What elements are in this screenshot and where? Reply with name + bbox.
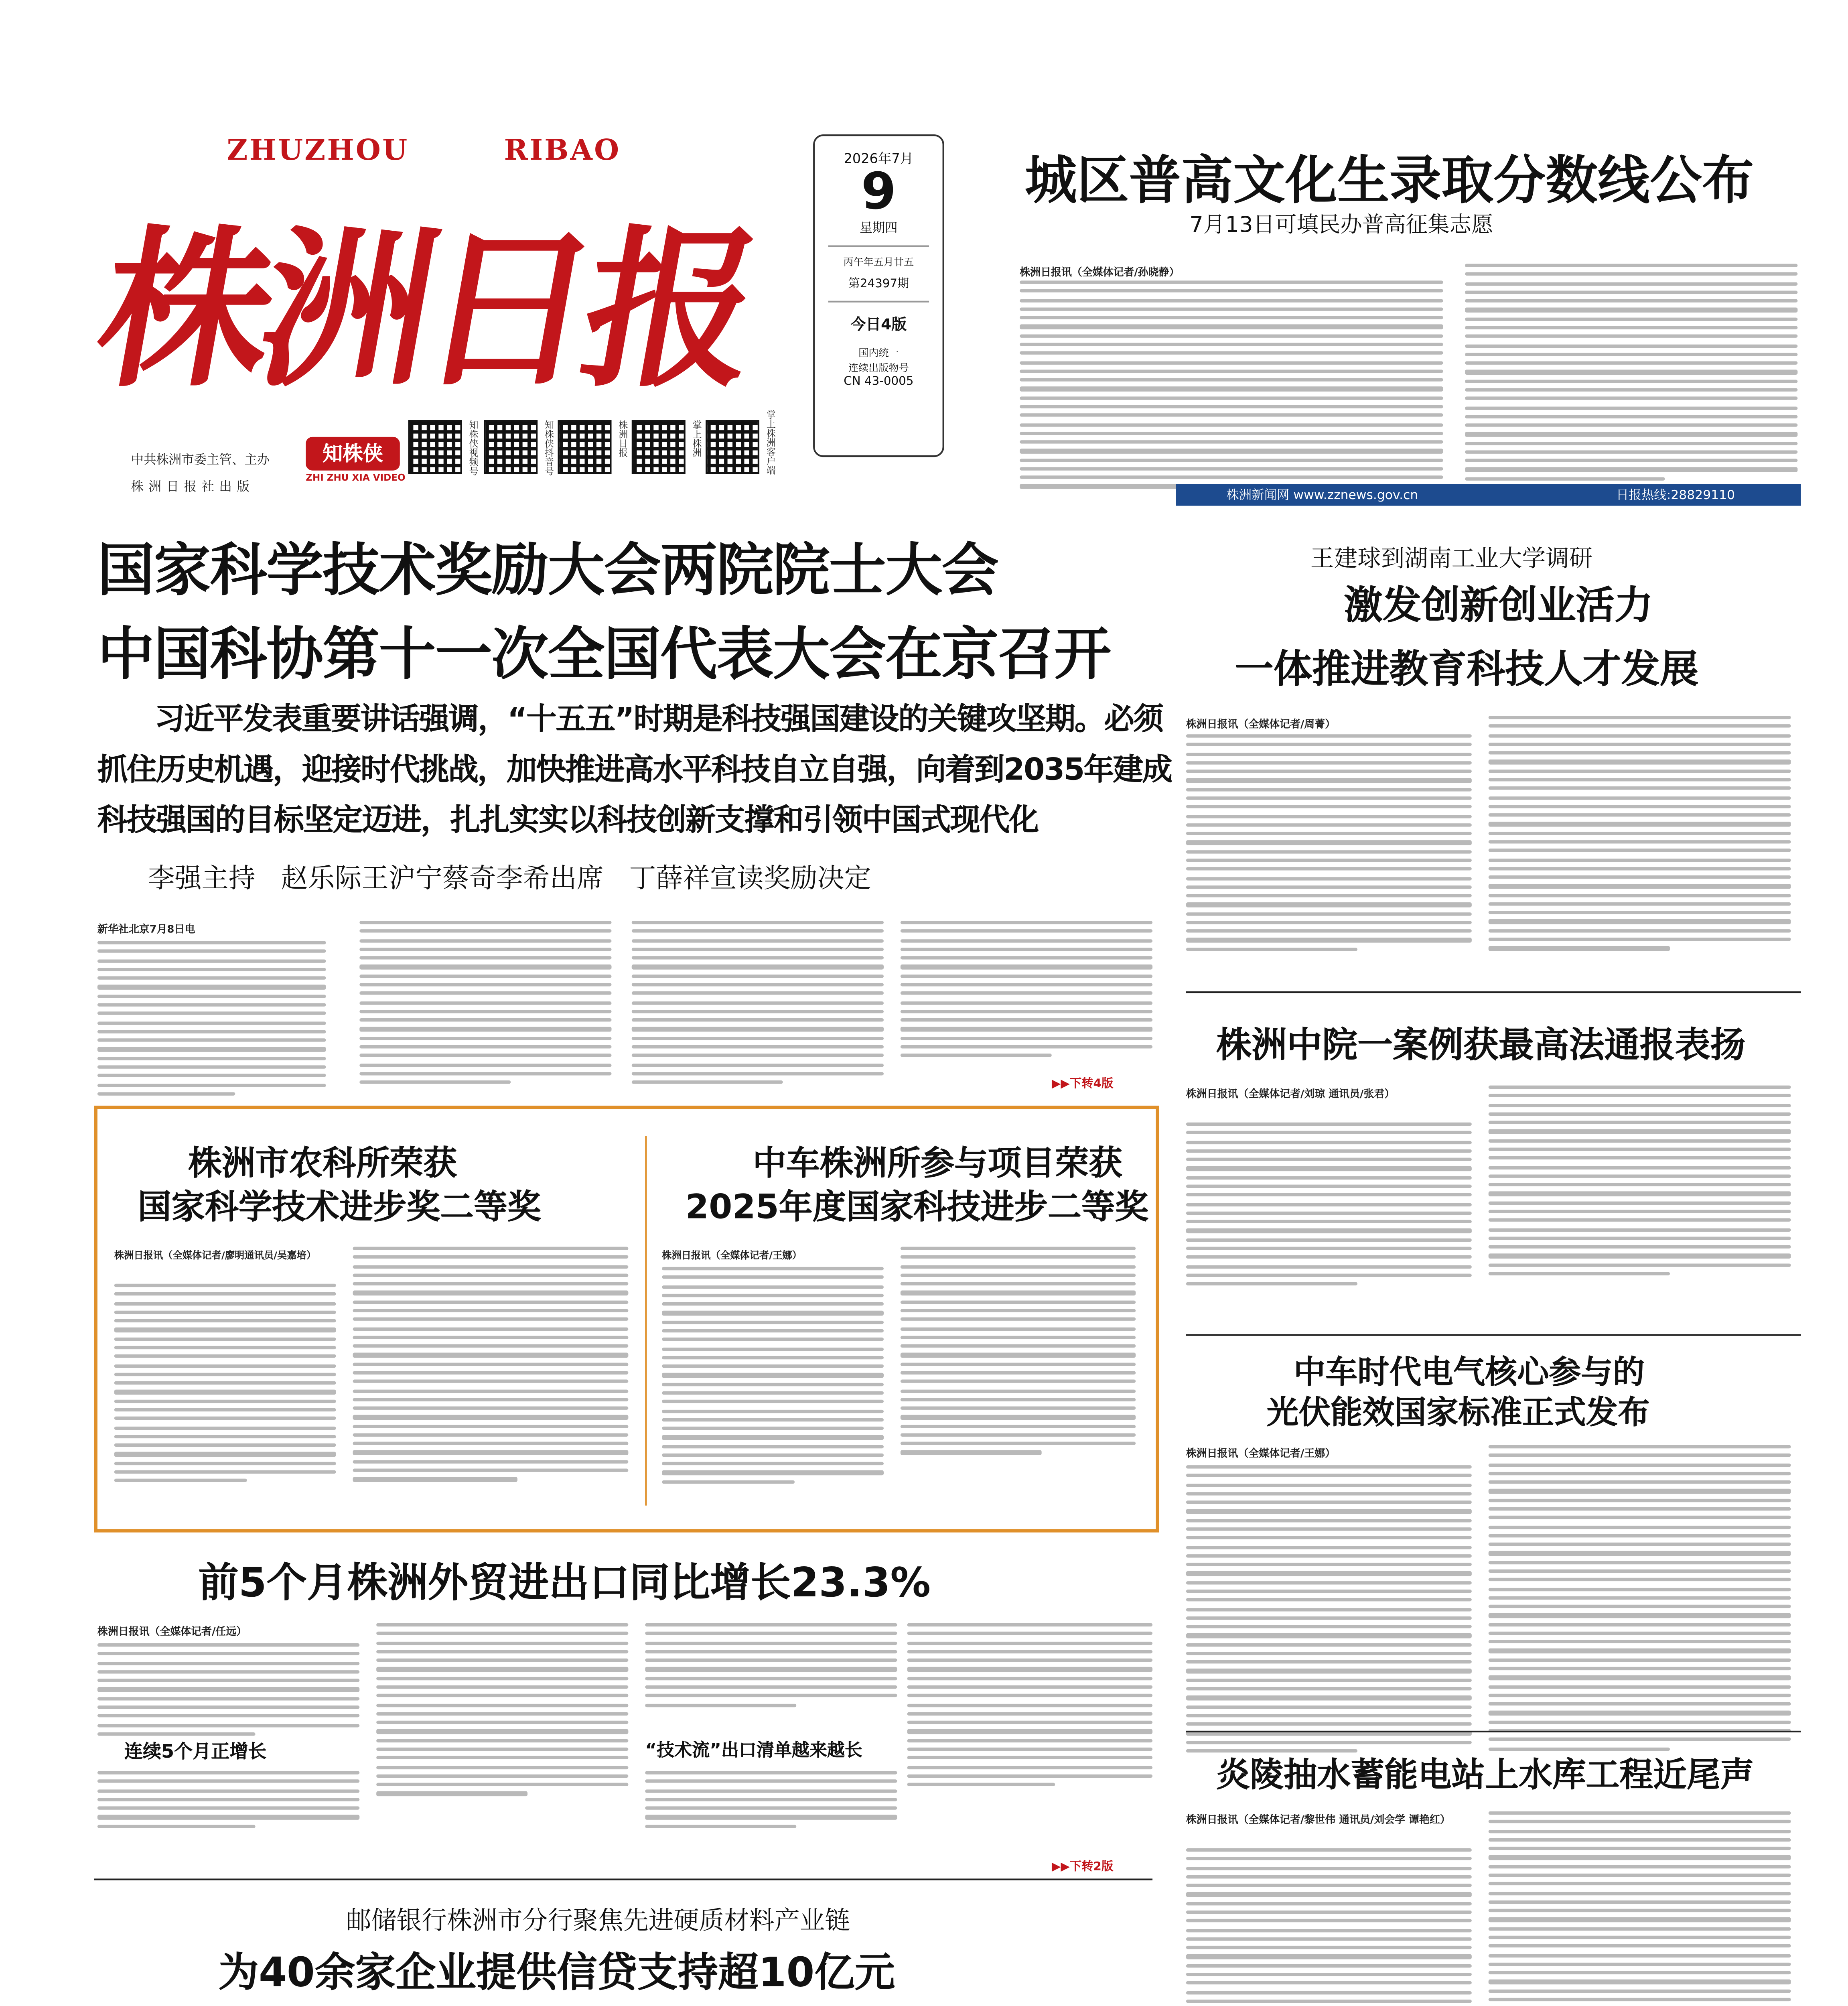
trade-col2 [376,1623,628,1801]
qr-code-4[interactable] [632,420,686,474]
qr-label-4: 掌上株洲 [690,420,701,457]
rc-divider [1186,991,1801,993]
top-story-col1 [1020,280,1443,493]
box-left-headline-2: 国家科学技术进步奖二等奖 [138,1186,541,1227]
trade-byline: 株洲日报讯（全媒体记者/任远） [97,1626,247,1639]
lead-col4 [901,921,1152,1063]
box-right-col2 [901,1247,1136,1460]
masthead-pinyin-right: RIBAO [504,134,621,168]
lead-deck-2: 抓住历史机遇，迎接时代挑战，加快推进高水平科技自立自强，向着到2035年建成 [97,753,1172,788]
trade-col3b [645,1771,897,1833]
lead-headline-2: 中国科协第十一次全国代表大会在京召开 [97,621,1111,689]
crrc-col1 [1186,1465,1472,1758]
box-right-col1 [662,1267,884,1489]
court-col1 [1186,1123,1472,1291]
rc-col2 [1489,716,1791,955]
box-divider [645,1136,647,1505]
qr-code-3[interactable] [558,420,611,474]
date-lunar: 丙午年五月廿五 [843,257,914,269]
crrc-divider [1186,1731,1801,1732]
date-block [813,134,944,457]
rc-col1 [1186,734,1472,956]
box-left-col1 [114,1284,336,1488]
zhixia-sub: ZHI ZHU XIA VIDEO [306,474,406,484]
box-right-headline-1: 中车株洲所参与项目荣获 [753,1142,1122,1183]
hydro-headline: 炎陵抽水蓄能电站上水库工程近尾声 [1216,1754,1754,1795]
date-cn-line1: 国内统一 [858,347,899,360]
top-story-byline: 株洲日报讯（全媒体记者/孙晓静） [1020,267,1180,279]
lead-deck-1: 习近平发表重要讲话强调，“十五五”时期是科技强国建设的关键攻坚期。必须 [154,702,1163,738]
lead-col2 [359,921,611,1089]
masthead-org-line2: 株洲日报社出版 [131,479,255,494]
date-issue: 第24397期 [848,277,909,291]
rc-headline-1: 激发创新创业活力 [1344,585,1653,629]
top-story-headline: 城区普高文化生录取分数线公布 [1024,151,1754,212]
box-left-col2 [353,1247,629,1486]
zhixia-logo [306,437,400,471]
court-divider [1186,1334,1801,1336]
qr-label-5: 掌上株洲客户端 [764,410,775,475]
crrc-byline: 株洲日报讯（全媒体记者/王娜） [1186,1448,1336,1460]
lead-jump[interactable]: ▶▶下转4版 [1051,1077,1114,1091]
court-byline: 株洲日报讯（全媒体记者/刘琼 通讯员/张君） [1186,1088,1395,1101]
qr-label-1: 知株侠视频号 [467,420,477,476]
lead-col3 [632,921,884,1089]
masthead-title: 株洲日报 [84,210,765,412]
box-left-headline-1: 株洲市农科所荣获 [188,1142,457,1183]
box-left-byline: 株洲日报讯（全媒体记者/廖明通讯员/吴嘉培） [114,1252,316,1262]
court-col2 [1489,1086,1791,1281]
rc-headline-2: 一体推进教育科技人才发展 [1235,648,1699,692]
qr-code-5[interactable] [706,420,759,474]
lead-headline-1: 国家科学技术奖励大会两院院士大会 [97,538,998,605]
trade-subhead-1: 连续5个月正增长 [124,1740,267,1763]
trade-col4 [907,1623,1152,1792]
trade-col3 [645,1623,897,1712]
hydro-col1 [1186,1848,1472,2006]
box-right-headline-2: 2025年度国家科技进步二等奖 [685,1186,1149,1227]
trade-divider [94,1878,1153,1880]
crrc-col2 [1489,1445,1791,1756]
date-cn-line2: 连续出版物号 [848,363,909,375]
crrc-headline-2: 光伏能效国家标准正式发布 [1266,1395,1650,1432]
qr-code-2[interactable] [484,420,538,474]
hydro-byline: 株洲日报讯（全媒体记者/黎世伟 通讯员/刘会学 谭艳红） [1186,1815,1450,1827]
masthead-pinyin-left: ZHUZHOU [227,134,409,168]
box-right-byline: 株洲日报讯（全媒体记者/王娜） [662,1252,802,1262]
crrc-headline-1: 中车时代电气核心参与的 [1293,1354,1645,1391]
zhixia-logo-text: 知株侠 [323,442,383,466]
top-story-subhead: 7月13日可填民办普高征集志愿 [1189,213,1493,239]
qr-code-1[interactable] [408,420,462,474]
rc-byline: 株洲日报讯（全媒体记者/周菁） [1186,719,1336,731]
date-cn-number: CN 43-0005 [844,374,914,388]
date-pages: 今日4版 [850,317,907,335]
bank-headline: 为40余家企业提供信贷支持超10亿元 [218,1949,895,1996]
date-year-month: 2026年7月 [844,151,914,166]
hydro-col2 [1489,1811,1791,2006]
lead-attendees: 李强主持 赵乐际王沪宁蔡奇李希出席 丁薛祥宣读奖励决定 [148,862,871,894]
date-weekday: 星期四 [860,220,898,236]
masthead [67,37,807,494]
date-day: 9 [861,163,897,222]
trade-subhead-2: “技术流”出口清单越来越长 [645,1740,862,1761]
masthead-org-line1: 中共株洲市委主管、主办 [131,452,270,467]
court-headline: 株洲中院一案例获最高法通报表扬 [1216,1025,1746,1066]
hotline: 日报热线:28829110 [1616,487,1735,503]
top-story-col2 [1465,264,1797,486]
trade-col1b [97,1771,359,1833]
qr-label-2: 知株侠抖音号 [542,420,553,476]
trade-jump[interactable]: ▶▶下转2版 [1051,1860,1114,1874]
trade-col1 [97,1643,359,1741]
lead-deck-3: 科技强国的目标坚定迈进，扎扎实实以科技创新支撑和引领中国式现代化 [97,803,1039,839]
trade-headline: 前5个月株洲外贸进出口同比增长23.3% [198,1559,931,1606]
rc-kicker: 王建球到湖南工业大学调研 [1310,546,1593,573]
website-url[interactable]: 株洲新闻网 www.zznews.gov.cn [1226,487,1418,503]
lead-col1 [97,941,326,1100]
website-bar [1176,484,1801,506]
lead-dateline: 新华社北京7月8日电 [97,924,195,936]
bank-kicker: 邮储银行株洲市分行聚焦先进硬质材料产业链 [346,1905,850,1936]
qr-label-3: 株洲日报 [617,420,627,457]
